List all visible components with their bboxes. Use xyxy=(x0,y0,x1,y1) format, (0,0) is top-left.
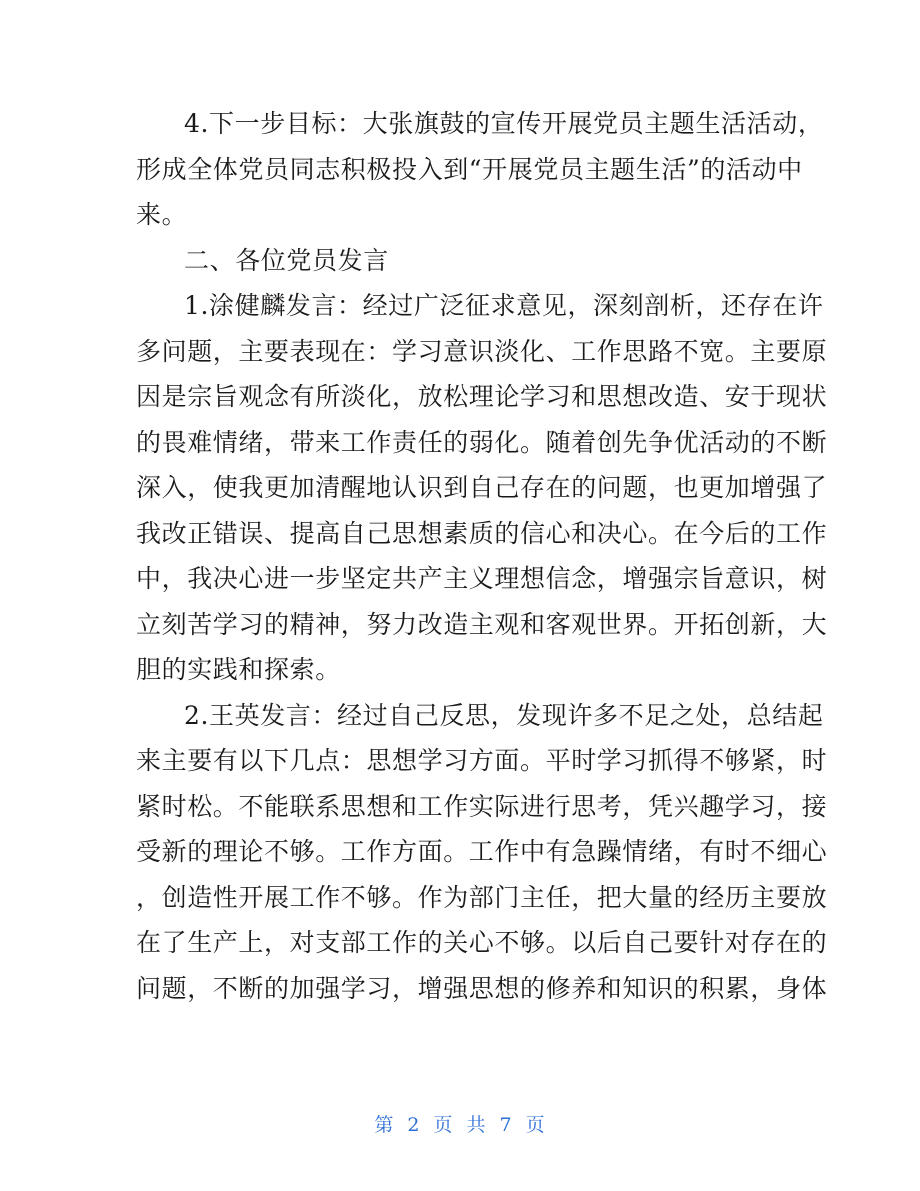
paragraph-line: 形成全体党员同志积极投入到“开展党员主题生活”的活动中 xyxy=(136,154,803,184)
paragraph-line: 我改正错误、提高自己思想素质的信心和决心。在今后的工作 xyxy=(136,518,828,548)
paragraph-line: 因是宗旨观念有所淡化，放松理论学习和思想改造、安于现状 xyxy=(136,382,828,411)
paragraph-line: 2.王英发言：经过自己反思，发现许多不足之处，总结起 xyxy=(184,700,824,730)
paragraph-line: 1.涂健麟发言：经过广泛征求意见，深刻剖析，还存在许 xyxy=(184,291,824,320)
paragraph-line: 的畏难情绪，带来工作责任的弱化。随着创先争优活动的不断 xyxy=(136,427,828,457)
section-heading: 二、各位党员发言 xyxy=(184,245,389,275)
paragraph-line: 问题，不断的加强学习，增强思想的修养和知识的积累，身体 xyxy=(136,973,828,1003)
paragraph-line: 受新的理论不够。工作方面。工作中有急躁情绪，有时不细心 xyxy=(136,837,828,866)
paragraph-line: 多问题，主要表现在：学习意识淡化、工作思路不宽。主要原 xyxy=(136,336,828,366)
paragraph-line: 来主要有以下几点：思想学习方面。平时学习抓得不够紧，时 xyxy=(136,746,828,775)
paragraph-line: 胆的实践和探索。 xyxy=(136,655,341,684)
paragraph-line: 深入，使我更加清醒地认识到自己存在的问题，也更加增强了 xyxy=(136,473,828,502)
paragraph-line: ，创造性开展工作不够。作为部门主任，把大量的经历主要放 xyxy=(136,882,828,912)
page-number-footer: 第 2 页 共 7 页 xyxy=(374,1114,546,1136)
document-body xyxy=(136,106,828,1016)
paragraph-line: 中，我决心进一步坚定共产主义理想信念，增强宗旨意识，树 xyxy=(136,564,828,593)
paragraph-line: 来。 xyxy=(136,200,188,229)
paragraph-line: 4.下一步目标：大张旗鼓的宣传开展党员主题生活活动， xyxy=(184,109,824,138)
paragraph-line: 立刻苦学习的精神，努力改造主观和客观世界。开拓创新，大 xyxy=(136,609,828,639)
paragraph-line: 在了生产上，对支部工作的关心不够。以后自己要针对存在的 xyxy=(136,928,828,957)
paragraph-line: 紧时松。不能联系思想和工作实际进行思考，凭兴趣学习，接 xyxy=(136,791,828,821)
